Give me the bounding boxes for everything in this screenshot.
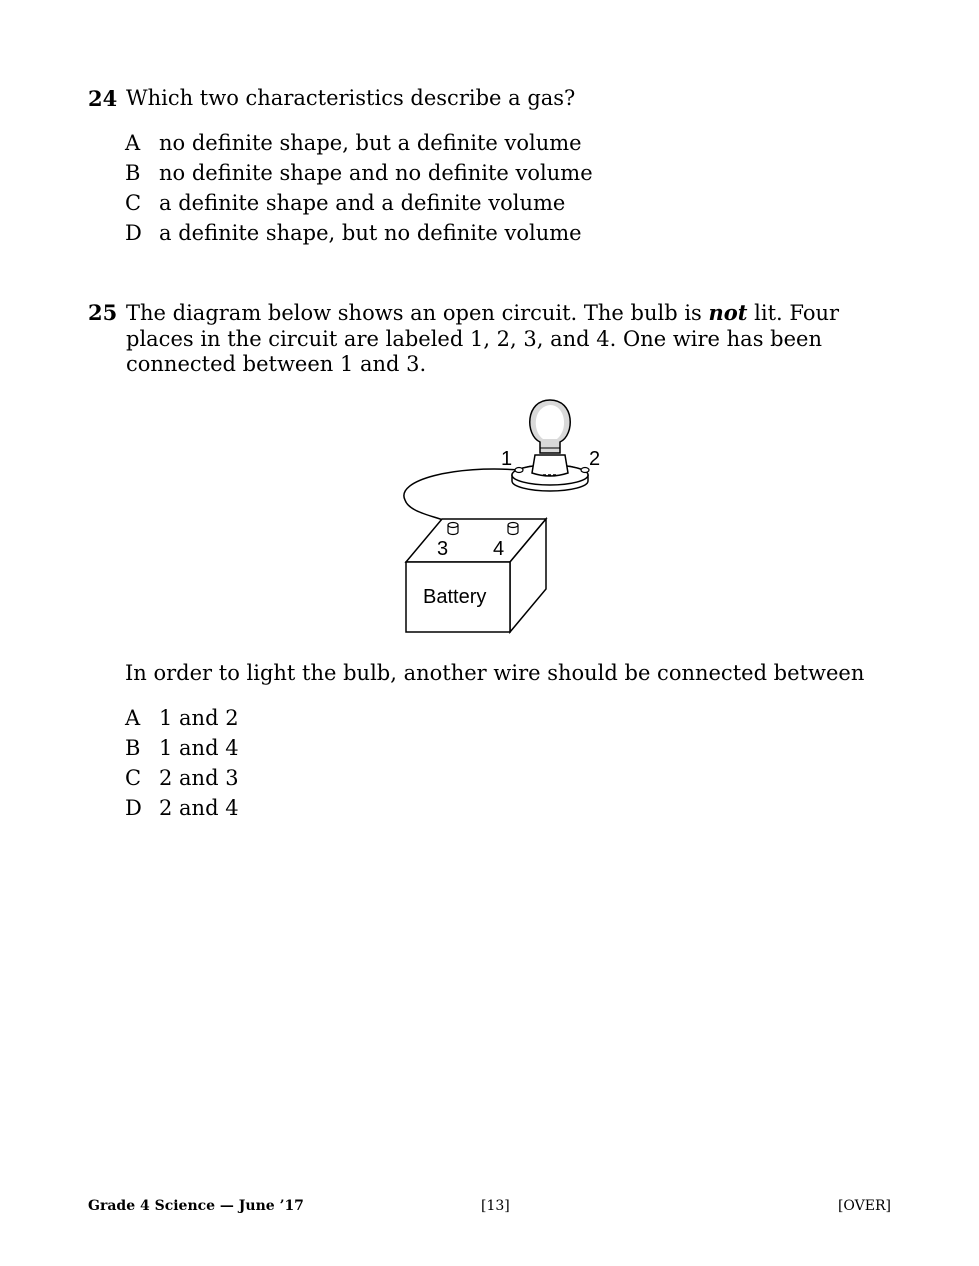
choice-text: no definite shape and no definite volume <box>159 161 593 185</box>
choice-text: a definite shape and a definite volume <box>159 191 566 215</box>
stem-emphasis: not <box>708 300 748 325</box>
question-stem <box>126 300 896 378</box>
stem-part-2: lit. Four places in the circuit are labeled 1, 2, 3, and 4. One wire has been connected between 1 and 3. <box>126 301 840 376</box>
question-number: 25 <box>88 300 118 325</box>
label-3: 3 <box>437 538 449 560</box>
choice-letter: A <box>125 706 141 730</box>
choice-text: a definite shape, but no definite volume <box>159 221 582 245</box>
terminal-2 <box>581 468 589 473</box>
choice-letter: C <box>125 191 142 215</box>
prompt-text: In order to light the bulb, another wire should be connected between <box>125 661 865 685</box>
question-25-prompt <box>125 661 905 687</box>
bulb-socket <box>512 455 588 491</box>
battery <box>406 519 546 632</box>
choice-letter: A <box>125 131 141 155</box>
choice-letter: B <box>125 736 141 760</box>
choice-letter: D <box>125 221 142 245</box>
choice-letter: B <box>125 161 141 185</box>
choice-letter: C <box>125 766 142 790</box>
terminal-3 <box>448 523 458 535</box>
choice-text: 1 and 2 <box>159 706 239 730</box>
choice-text: 2 and 3 <box>159 766 239 790</box>
label-2: 2 <box>589 448 601 470</box>
stem-part-1: The diagram below shows an open circuit. The bulb is <box>126 301 709 325</box>
page-number: [13] <box>481 1198 510 1214</box>
footer-left: Grade 4 Science — June ’17 <box>88 1198 304 1214</box>
label-4: 4 <box>493 538 505 560</box>
terminal-1 <box>515 468 523 473</box>
wire <box>404 469 519 525</box>
choice-text: no definite shape, but a definite volume <box>159 131 582 155</box>
choice-letter: D <box>125 796 142 820</box>
circuit-diagram <box>395 395 601 640</box>
choice-text: 2 and 4 <box>159 796 239 820</box>
question-number: 24 <box>88 86 118 111</box>
light-bulb-icon <box>530 400 570 453</box>
question-stem: Which two characteristics describe a gas? <box>126 86 576 110</box>
footer-right: [OVER] <box>837 1198 891 1214</box>
choice-text: 1 and 4 <box>159 736 239 760</box>
terminal-4 <box>508 523 518 535</box>
battery-label: Battery <box>423 586 487 608</box>
label-1: 1 <box>501 448 513 470</box>
